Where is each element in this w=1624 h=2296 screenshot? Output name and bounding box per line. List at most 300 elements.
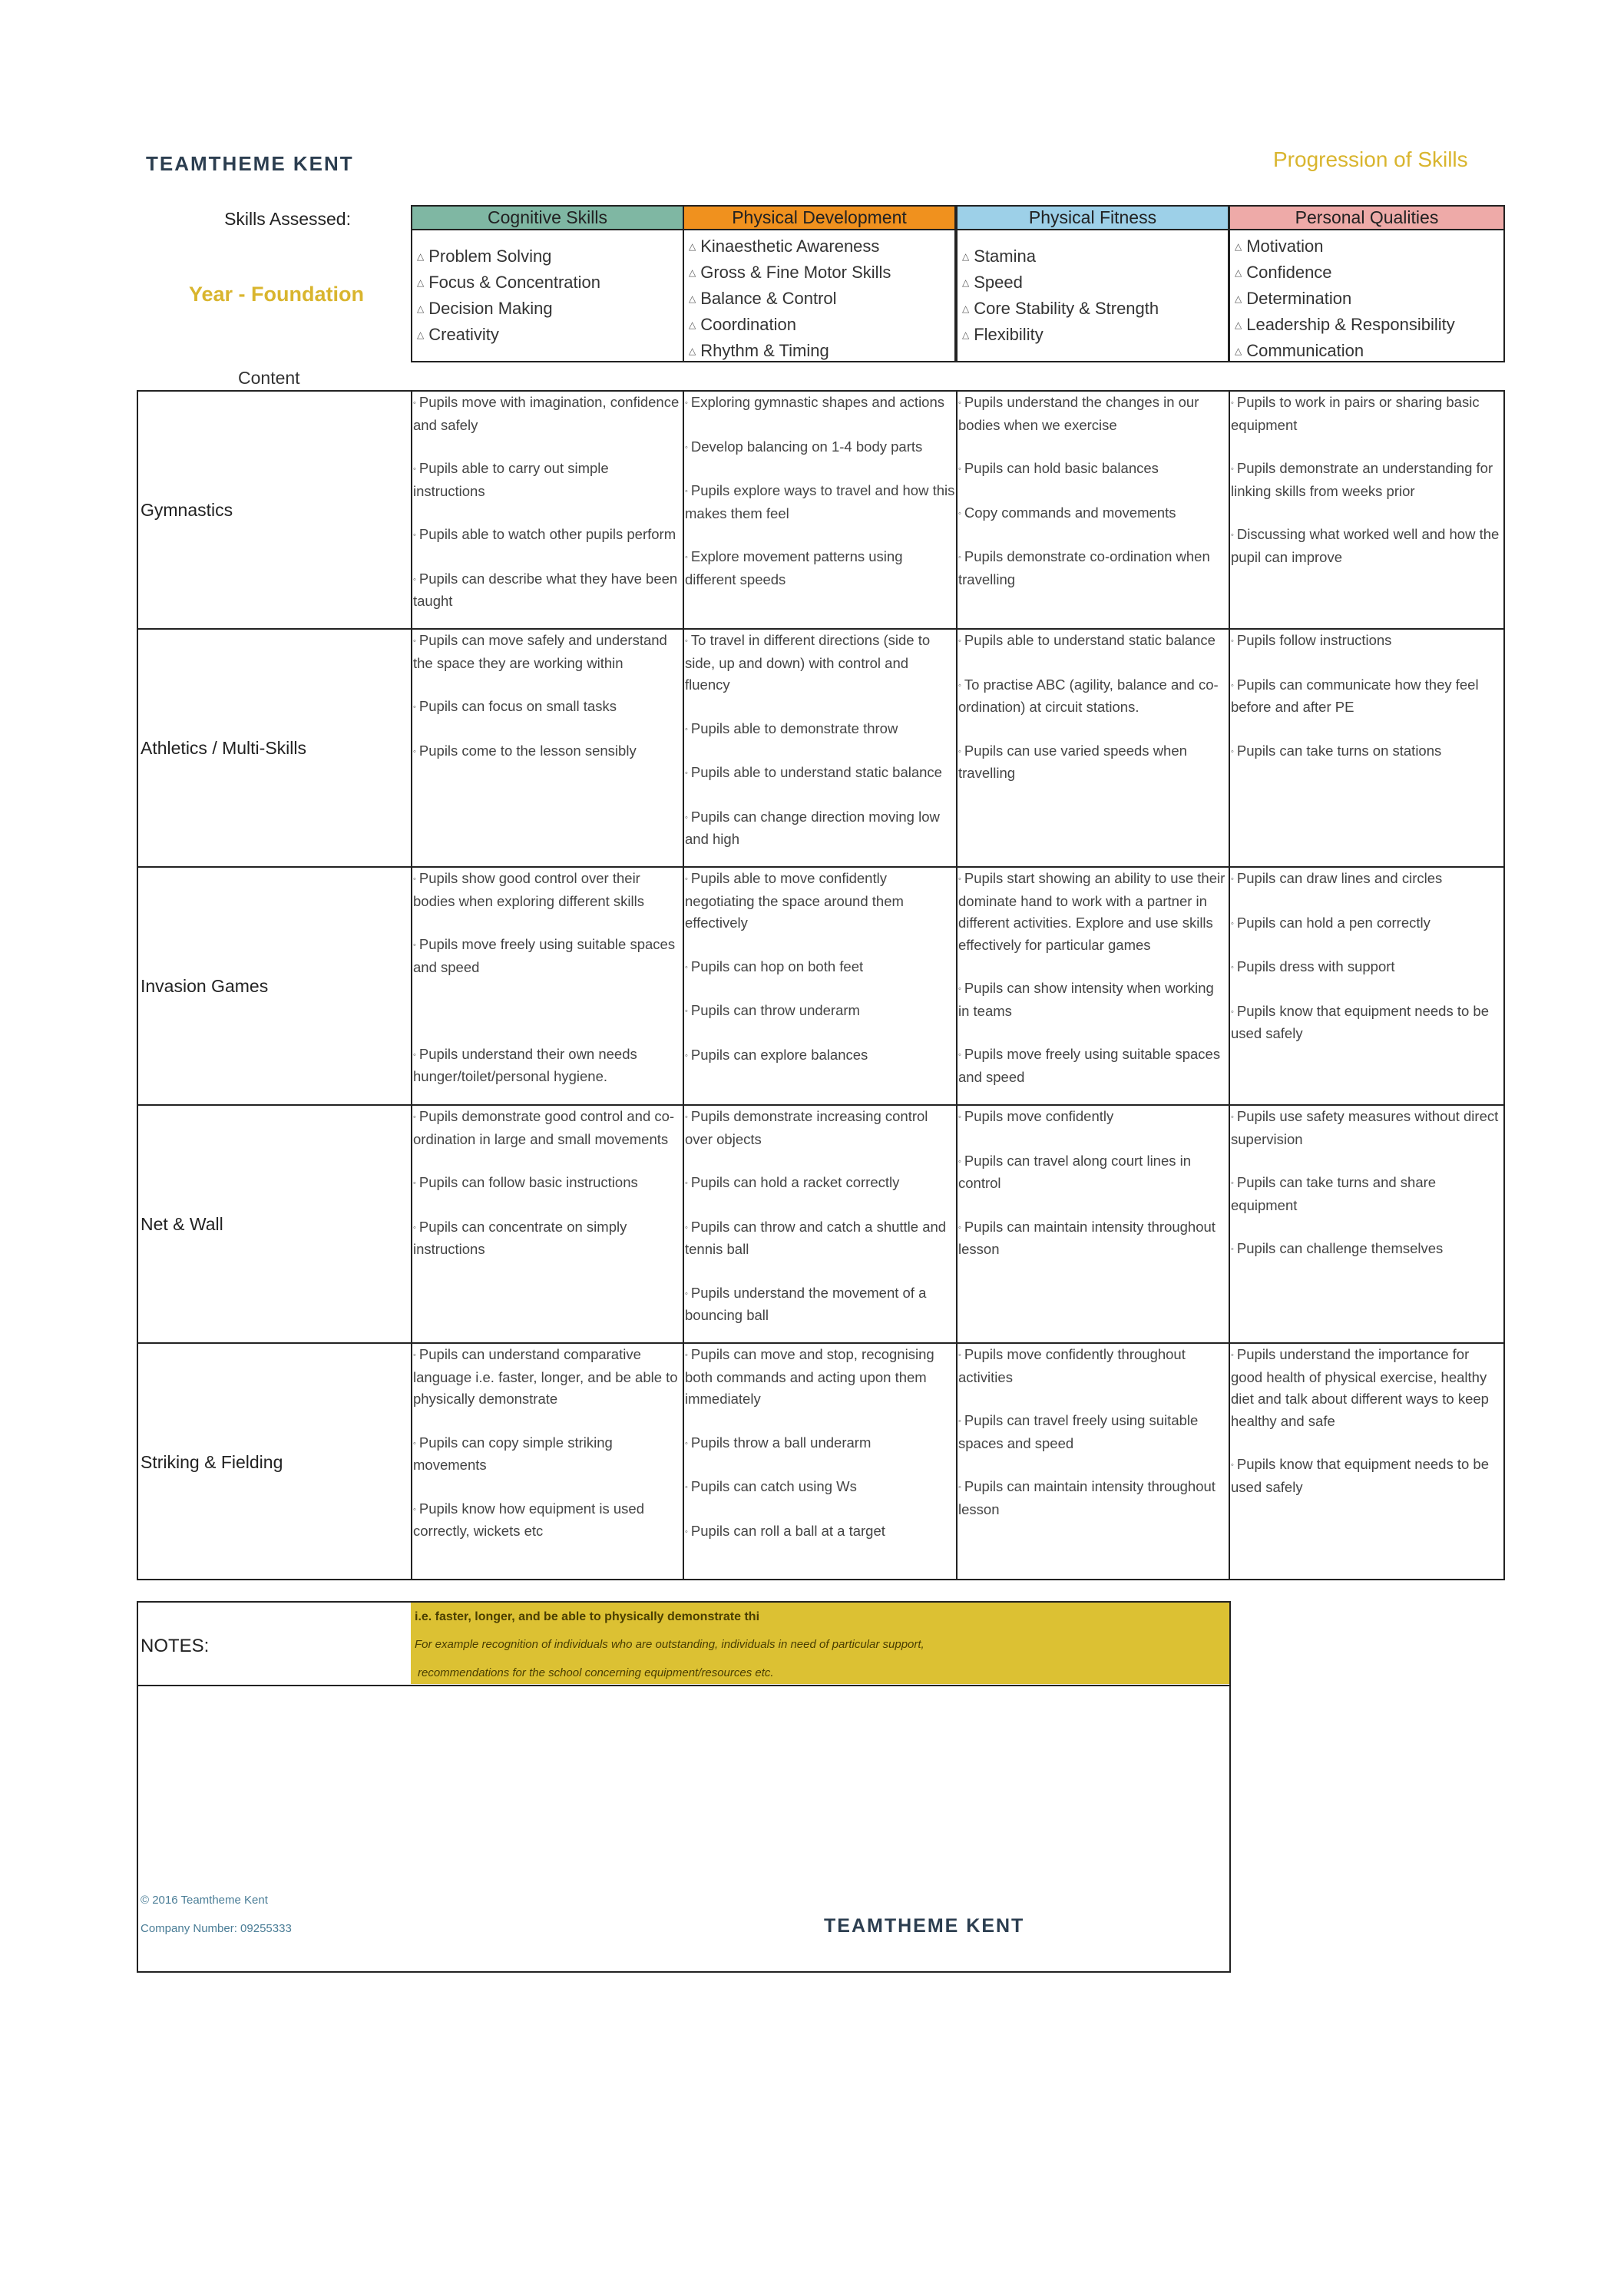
cell-item-text: Pupils can take turns on stations	[1236, 742, 1442, 759]
skill-item-label: Focus & Concentration	[428, 273, 601, 292]
circle-bullet-icon: ◦	[1231, 637, 1234, 646]
cell-item	[413, 1044, 683, 1088]
table-cell	[413, 392, 683, 634]
table-cell	[1231, 1344, 1501, 1520]
circle-bullet-icon: ◦	[958, 399, 961, 408]
circle-bullet-icon: ◦	[685, 1289, 688, 1299]
skill-item	[1235, 260, 1503, 286]
org-name: TEAMTHEME KENT	[146, 152, 354, 175]
skills-assessed-label: Skills Assessed:	[224, 209, 351, 229]
cell-item	[685, 1282, 955, 1327]
circle-bullet-icon: ◦	[413, 1351, 416, 1360]
cell-item-text: Pupils move confidently	[964, 1108, 1114, 1124]
cell-item	[685, 1432, 955, 1455]
cell-item	[685, 1520, 955, 1543]
circle-bullet-icon: ◦	[685, 1527, 688, 1537]
cell-item-text: To practise ABC (agility, balance and co- ordination) at circuit stations.	[958, 676, 1219, 715]
circle-bullet-icon: ◦	[1231, 875, 1234, 884]
cell-item-text: Pupils can maintain intensity throughout lesson	[958, 1478, 1216, 1517]
notes-text-line-2: For example recognition of individuals who are outstanding, individuals in need of particular support,	[415, 1638, 924, 1651]
cell-item	[413, 392, 683, 436]
cell-item	[413, 1344, 683, 1411]
circle-bullet-icon: ◦	[685, 812, 688, 822]
cell-item	[413, 934, 683, 978]
skill-item-label: Leadership & Responsibility	[1246, 315, 1455, 334]
cell-item-text: Pupils can throw underarm	[690, 1002, 860, 1018]
cell-item	[685, 868, 955, 935]
cell-item-text: Discussing what worked well and how the pupil can improve	[1231, 526, 1500, 565]
skill-item	[689, 233, 954, 260]
cell-item-text: Pupils can hop on both feet	[690, 958, 864, 974]
skill-item	[1235, 233, 1503, 260]
cell-item-text: Pupils can hold basic balances	[964, 460, 1159, 476]
circle-bullet-icon: ◦	[685, 724, 688, 734]
cell-item	[413, 1106, 683, 1150]
notes-text-line-1: i.e. faster, longer, and be able to physically demonstrate thi	[415, 1610, 760, 1623]
cell-item-text: Develop balancing on 1-4 body parts	[690, 438, 923, 455]
cell-item	[685, 480, 955, 524]
cell-item	[958, 740, 1229, 785]
circle-bullet-icon: ◦	[958, 1050, 961, 1060]
skill-item-label: Motivation	[1246, 237, 1324, 256]
table-cell	[413, 1344, 683, 1564]
circle-bullet-icon: ◦	[685, 487, 688, 496]
cell-item	[1231, 630, 1501, 653]
cell-item	[958, 1150, 1229, 1195]
cell-item-text: Pupils move with imagination, confidence and safely	[413, 394, 680, 433]
cell-item	[413, 1498, 683, 1543]
cell-item	[958, 458, 1229, 481]
cell-item-text: Pupils able to move confidently negotiating the space around them effectively	[685, 870, 904, 931]
skill-item-label: Coordination	[700, 315, 796, 334]
circle-bullet-icon: ◦	[685, 1438, 688, 1448]
cell-item	[1231, 392, 1501, 436]
circle-bullet-icon: ◦	[413, 574, 416, 584]
cell-item	[685, 1000, 955, 1023]
circle-bullet-icon: ◦	[1231, 680, 1234, 690]
circle-bullet-icon: ◦	[413, 703, 416, 712]
cell-item-text: Pupils can move safely and understand the space they are working within	[413, 632, 667, 671]
cell-item-text: Pupils can understand comparative language i.e. faster, longer, and be able to physically demonstrate	[413, 1346, 678, 1407]
cell-item	[413, 524, 683, 547]
circle-bullet-icon: ◦	[685, 962, 688, 972]
cell-item	[1231, 1344, 1501, 1432]
triangle-bullet-icon: △	[1235, 319, 1242, 330]
cell-item	[413, 1216, 683, 1261]
category-skill-list	[683, 230, 956, 362]
triangle-bullet-icon: △	[1235, 346, 1242, 356]
row-label: Invasion Games	[141, 976, 269, 996]
notes-text-line-3: recommendations for the school concerning equipment/resources etc.	[418, 1666, 774, 1679]
cell-item-text: Pupils can catch using Ws	[690, 1478, 857, 1494]
cell-item-text: Pupils move confidently throughout activities	[958, 1346, 1186, 1385]
cell-item	[413, 1172, 683, 1195]
circle-bullet-icon: ◦	[413, 1438, 416, 1448]
cell-item	[413, 868, 683, 912]
triangle-bullet-icon: △	[417, 277, 425, 288]
circle-bullet-icon: ◦	[1231, 1461, 1234, 1470]
circle-bullet-icon: ◦	[685, 399, 688, 408]
cell-item-text: Pupils can change direction moving low and high	[685, 808, 940, 847]
circle-bullet-icon: ◦	[958, 984, 961, 994]
cell-item	[685, 1476, 955, 1499]
cell-item	[1231, 1238, 1501, 1261]
skill-item-label: Determination	[1246, 289, 1352, 308]
cell-item-text: Pupils demonstrate good control and co-ordination in large and small movements	[413, 1108, 675, 1147]
circle-bullet-icon: ◦	[1231, 531, 1234, 540]
cell-item-text: Pupils can describe what they have been taught	[413, 570, 678, 609]
triangle-bullet-icon: △	[1235, 267, 1242, 278]
cell-item-text: Pupils can draw lines and circles	[1236, 870, 1443, 886]
cell-item	[685, 806, 955, 851]
circle-bullet-icon: ◦	[685, 1179, 688, 1188]
circle-bullet-icon: ◦	[685, 553, 688, 562]
table-cell	[685, 392, 955, 612]
cell-item	[958, 868, 1229, 956]
circle-bullet-icon: ◦	[413, 1504, 416, 1514]
cell-item	[413, 740, 683, 763]
cell-item	[685, 762, 955, 785]
skill-item	[962, 270, 1228, 296]
cell-item	[413, 1432, 683, 1477]
table-cell	[1231, 868, 1501, 1067]
cell-item-text: Pupils able to demonstrate throw	[690, 720, 898, 736]
content-label: Content	[238, 368, 300, 388]
company-number: Company Number: 09255333	[141, 1922, 292, 1935]
cell-item-text: Pupils follow instructions	[1236, 632, 1392, 648]
cell-item-text: Pupils can show intensity when working in teams	[958, 980, 1214, 1019]
skill-item-label: Problem Solving	[428, 246, 552, 266]
cell-item-text: Pupils start showing an ability to use their dominate hand to work with a partner in different activities. Explore and use skills effectively for particular games	[958, 870, 1225, 953]
skill-item	[962, 322, 1228, 348]
circle-bullet-icon: ◦	[958, 1222, 961, 1232]
circle-bullet-icon: ◦	[685, 1050, 688, 1060]
circle-bullet-icon: ◦	[413, 941, 416, 950]
skill-item	[689, 338, 954, 364]
cell-item-text: Pupils can throw and catch a shuttle and tennis ball	[685, 1218, 947, 1257]
circle-bullet-icon: ◦	[413, 1179, 416, 1188]
table-cell	[413, 1106, 683, 1282]
row-label: Gymnastics	[141, 500, 233, 520]
circle-bullet-icon: ◦	[958, 1113, 961, 1122]
circle-bullet-icon: ◦	[958, 508, 961, 518]
cell-item-text: Pupils can follow basic instructions	[418, 1174, 638, 1190]
footer-brand: TEAMTHEME KENT	[824, 1915, 1025, 1937]
skill-item	[962, 243, 1228, 270]
circle-bullet-icon: ◦	[685, 769, 688, 778]
triangle-bullet-icon: △	[417, 303, 425, 314]
cell-item-text: Pupils able to understand static balance	[964, 632, 1216, 648]
triangle-bullet-icon: △	[689, 293, 696, 304]
cell-item	[1231, 1001, 1501, 1045]
cell-item	[685, 1044, 955, 1067]
table-cell	[413, 868, 683, 1110]
cell-item	[685, 1344, 955, 1411]
cell-item-text: Pupils able to watch other pupils perform	[418, 526, 676, 542]
skill-item-label: Balance & Control	[700, 289, 837, 308]
circle-bullet-icon: ◦	[413, 531, 416, 540]
circle-bullet-icon: ◦	[413, 746, 416, 756]
circle-bullet-icon: ◦	[958, 1351, 961, 1360]
skill-item	[962, 296, 1228, 322]
circle-bullet-icon: ◦	[413, 1050, 416, 1060]
cell-item-text: Pupils demonstrate co-ordination when travelling	[958, 548, 1210, 587]
category-header: Physical Fitness	[956, 205, 1229, 230]
cell-item-text: Pupils know how equipment is used correctly, wickets etc	[413, 1500, 644, 1539]
circle-bullet-icon: ◦	[1231, 1007, 1234, 1017]
cell-item-text: Pupils able to understand static balance	[690, 764, 942, 780]
category-header: Physical Development	[683, 205, 956, 230]
triangle-bullet-icon: △	[689, 346, 696, 356]
triangle-bullet-icon: △	[417, 251, 425, 262]
cell-item	[958, 1476, 1229, 1520]
cell-item-text: Pupils understand the changes in our bodies when we exercise	[958, 394, 1199, 433]
skill-item	[1235, 312, 1503, 338]
circle-bullet-icon: ◦	[413, 875, 416, 884]
circle-bullet-icon: ◦	[1231, 399, 1234, 408]
row-label: Athletics / Multi-Skills	[141, 738, 306, 758]
cell-item	[1231, 1172, 1501, 1216]
cell-item-text: Pupils move freely using suitable spaces and speed	[413, 936, 676, 975]
table-cell	[1231, 1106, 1501, 1282]
cell-item	[685, 546, 955, 591]
cell-item-text: Pupils come to the lesson sensibly	[418, 742, 637, 759]
skill-item-label: Kinaesthetic Awareness	[700, 237, 880, 256]
cell-item	[1231, 458, 1501, 502]
cell-item	[685, 1216, 955, 1261]
skill-item-label: Decision Making	[428, 299, 553, 318]
circle-bullet-icon: ◦	[685, 1483, 688, 1492]
cell-item	[958, 502, 1229, 525]
category-header: Cognitive Skills	[411, 205, 684, 230]
cell-item	[1231, 524, 1501, 568]
table-cell	[685, 1106, 955, 1348]
cell-item	[1231, 1106, 1501, 1150]
cell-item-text: Pupils can concentrate on simply instructions	[413, 1218, 627, 1257]
cell-item-text: Explore movement patterns using different speeds	[685, 548, 903, 587]
category-skill-list	[1229, 230, 1505, 362]
cell-item	[1231, 912, 1501, 935]
circle-bullet-icon: ◦	[685, 875, 688, 884]
circle-bullet-icon: ◦	[413, 465, 416, 474]
cell-item	[685, 392, 955, 415]
page-title: Progression of Skills	[1273, 147, 1468, 171]
cell-item	[1231, 740, 1501, 763]
cell-item-text: Pupils use safety measures without direct supervision	[1231, 1108, 1499, 1147]
cell-item	[413, 1000, 683, 1022]
category-skill-list	[411, 230, 684, 362]
cell-item	[685, 436, 955, 459]
year-label: Year - Foundation	[189, 283, 365, 306]
table-cell	[685, 1344, 955, 1564]
cell-item-text: Pupils can focus on small tasks	[418, 698, 617, 714]
table-cell	[958, 868, 1229, 1110]
triangle-bullet-icon: △	[962, 303, 970, 314]
copyright: © 2016 Teamtheme Kent	[141, 1894, 268, 1907]
cell-item-text: Pupils can communicate how they feel before and after PE	[1231, 676, 1479, 715]
triangle-bullet-icon: △	[1235, 293, 1242, 304]
table-cell	[958, 630, 1229, 806]
cell-item	[1231, 1454, 1501, 1498]
cell-item	[413, 630, 683, 674]
cell-item	[958, 1410, 1229, 1454]
skill-item	[689, 260, 954, 286]
table-cell	[958, 1106, 1229, 1282]
cell-item-text: Pupils can travel freely using suitable spaces and speed	[958, 1412, 1199, 1451]
circle-bullet-icon: ◦	[958, 553, 961, 562]
triangle-bullet-icon: △	[1235, 241, 1242, 252]
circle-bullet-icon: ◦	[958, 637, 961, 646]
cell-item-text: Pupils understand the movement of a bouncing ball	[685, 1284, 927, 1323]
cell-item-text: Pupils able to carry out simple instructions	[413, 460, 609, 499]
cell-item-text: Pupils throw a ball underarm	[690, 1434, 872, 1451]
cell-item-text: Pupils know that equipment needs to be used safely	[1231, 1456, 1489, 1495]
cell-item-text: Pupils demonstrate increasing control over objects	[685, 1108, 928, 1147]
table-cell	[958, 1344, 1229, 1542]
skill-item	[689, 286, 954, 312]
cell-item-text: Pupils can explore balances	[690, 1046, 868, 1063]
cell-item-text: Pupils can hold a racket correctly	[690, 1174, 900, 1190]
cell-item-text: Pupils explore ways to travel and how this makes them feel	[685, 482, 955, 521]
cell-item-text: Pupils can copy simple striking movements	[413, 1434, 613, 1473]
circle-bullet-icon: ◦	[958, 1156, 961, 1166]
triangle-bullet-icon: △	[962, 329, 970, 340]
cell-item	[413, 458, 683, 502]
cell-item	[413, 696, 683, 719]
triangle-bullet-icon: △	[689, 267, 696, 278]
circle-bullet-icon: ◦	[1231, 963, 1234, 972]
cell-item	[958, 1106, 1229, 1129]
cell-item	[958, 674, 1229, 719]
skill-item-label: Flexibility	[974, 325, 1044, 344]
skill-item-label: Speed	[974, 273, 1023, 292]
cell-item-text: To travel in different directions (side to side, up and down) with control and fluency	[685, 632, 931, 693]
skill-item	[1235, 338, 1503, 364]
table-cell	[685, 630, 955, 872]
cell-item-text: Pupils can travel along court lines in control	[958, 1152, 1192, 1191]
cell-item-text: Pupils can use varied speeds when travelling	[958, 742, 1187, 781]
column-divider	[1229, 390, 1230, 1580]
circle-bullet-icon: ◦	[413, 1222, 416, 1232]
circle-bullet-icon: ◦	[1231, 465, 1234, 474]
skill-item	[417, 322, 683, 348]
circle-bullet-icon: ◦	[958, 680, 961, 690]
cell-item-text: Pupils demonstrate an understanding for linking skills from weeks prior	[1231, 460, 1493, 499]
notes-divider	[137, 1685, 1231, 1686]
cell-item	[958, 978, 1229, 1022]
circle-bullet-icon: ◦	[958, 746, 961, 756]
cell-item	[685, 1106, 955, 1150]
category-skill-list	[956, 230, 1229, 362]
circle-bullet-icon: ◦	[413, 1113, 416, 1122]
circle-bullet-icon: ◦	[685, 1222, 688, 1232]
cell-item	[1231, 956, 1501, 979]
skill-item-label: Stamina	[974, 246, 1036, 266]
circle-bullet-icon: ◦	[1231, 1179, 1234, 1188]
circle-bullet-icon: ◦	[413, 637, 416, 646]
cell-item	[685, 630, 955, 696]
cell-item-text: Pupils can roll a ball at a target	[690, 1522, 885, 1539]
cell-item-text: Copy commands and movements	[964, 504, 1176, 521]
cell-item	[958, 1044, 1229, 1088]
table-cell	[958, 392, 1229, 612]
triangle-bullet-icon: △	[689, 241, 696, 252]
skill-item	[417, 270, 683, 296]
cell-item	[958, 1216, 1229, 1261]
skill-item-label: Core Stability & Strength	[974, 299, 1159, 318]
cell-item	[958, 546, 1229, 591]
skill-item-label: Creativity	[428, 325, 499, 344]
cell-item-text: Pupils can take turns and share equipment	[1231, 1174, 1437, 1213]
cell-item-text: Pupils can maintain intensity throughout lesson	[958, 1218, 1216, 1257]
table-cell	[1231, 392, 1501, 590]
cell-item-text: Pupils can move and stop, recognising both commands and acting upon them immediately	[685, 1346, 934, 1407]
cell-item-text: Pupils can hold a pen correctly	[1236, 914, 1431, 931]
table-cell	[685, 868, 955, 1088]
triangle-bullet-icon: △	[962, 277, 970, 288]
cell-item	[685, 1172, 955, 1195]
cell-item	[958, 1344, 1229, 1388]
cell-item	[1231, 674, 1501, 719]
skill-item-label: Rhythm & Timing	[700, 341, 829, 360]
circle-bullet-icon: ◦	[958, 465, 961, 474]
circle-bullet-icon: ◦	[958, 875, 961, 884]
row-label: Net & Wall	[141, 1214, 223, 1234]
cell-item	[413, 568, 683, 613]
circle-bullet-icon: ◦	[685, 637, 688, 646]
cell-item	[685, 956, 955, 979]
cell-item	[685, 718, 955, 741]
skill-item-label: Confidence	[1246, 263, 1332, 282]
cell-item	[1231, 868, 1501, 891]
circle-bullet-icon: ◦	[685, 1351, 688, 1360]
cell-item	[958, 630, 1229, 653]
circle-bullet-icon: ◦	[1231, 918, 1234, 928]
circle-bullet-icon: ◦	[413, 399, 416, 408]
cell-item-text: Pupils dress with support	[1236, 958, 1395, 974]
skill-item	[1235, 286, 1503, 312]
triangle-bullet-icon: △	[962, 251, 970, 262]
circle-bullet-icon: ◦	[685, 1113, 688, 1122]
cell-item-text: Pupils can challenge themselves	[1236, 1240, 1444, 1256]
circle-bullet-icon: ◦	[1231, 1113, 1234, 1122]
circle-bullet-icon: ◦	[685, 442, 688, 452]
cell-item-text: Pupils understand their own needs hunger/toilet/personal hygiene.	[413, 1045, 637, 1084]
table-cell	[413, 630, 683, 784]
triangle-bullet-icon: △	[417, 329, 425, 340]
circle-bullet-icon: ◦	[1231, 1351, 1234, 1360]
cell-item	[958, 392, 1229, 436]
notes-label: NOTES:	[141, 1636, 210, 1656]
column-divider	[956, 390, 958, 1580]
skill-item	[417, 296, 683, 322]
cell-item-text: Pupils move freely using suitable spaces and speed	[958, 1046, 1221, 1085]
table-cell	[1231, 630, 1501, 784]
circle-bullet-icon: ◦	[1231, 746, 1234, 756]
circle-bullet-icon: ◦	[958, 1483, 961, 1492]
row-label: Striking & Fielding	[141, 1452, 283, 1472]
cell-item-text: Pupils show good control over their bodies when exploring different skills	[413, 870, 644, 909]
column-divider	[411, 390, 412, 1580]
skill-item	[417, 243, 683, 270]
cell-item-text: Exploring gymnastic shapes and actions	[690, 394, 945, 410]
circle-bullet-icon: ◦	[1231, 1245, 1234, 1254]
triangle-bullet-icon: △	[689, 319, 696, 330]
skill-item-label: Communication	[1246, 341, 1364, 360]
circle-bullet-icon: ◦	[685, 1007, 688, 1016]
skill-item	[689, 312, 954, 338]
category-header: Personal Qualities	[1229, 205, 1505, 230]
